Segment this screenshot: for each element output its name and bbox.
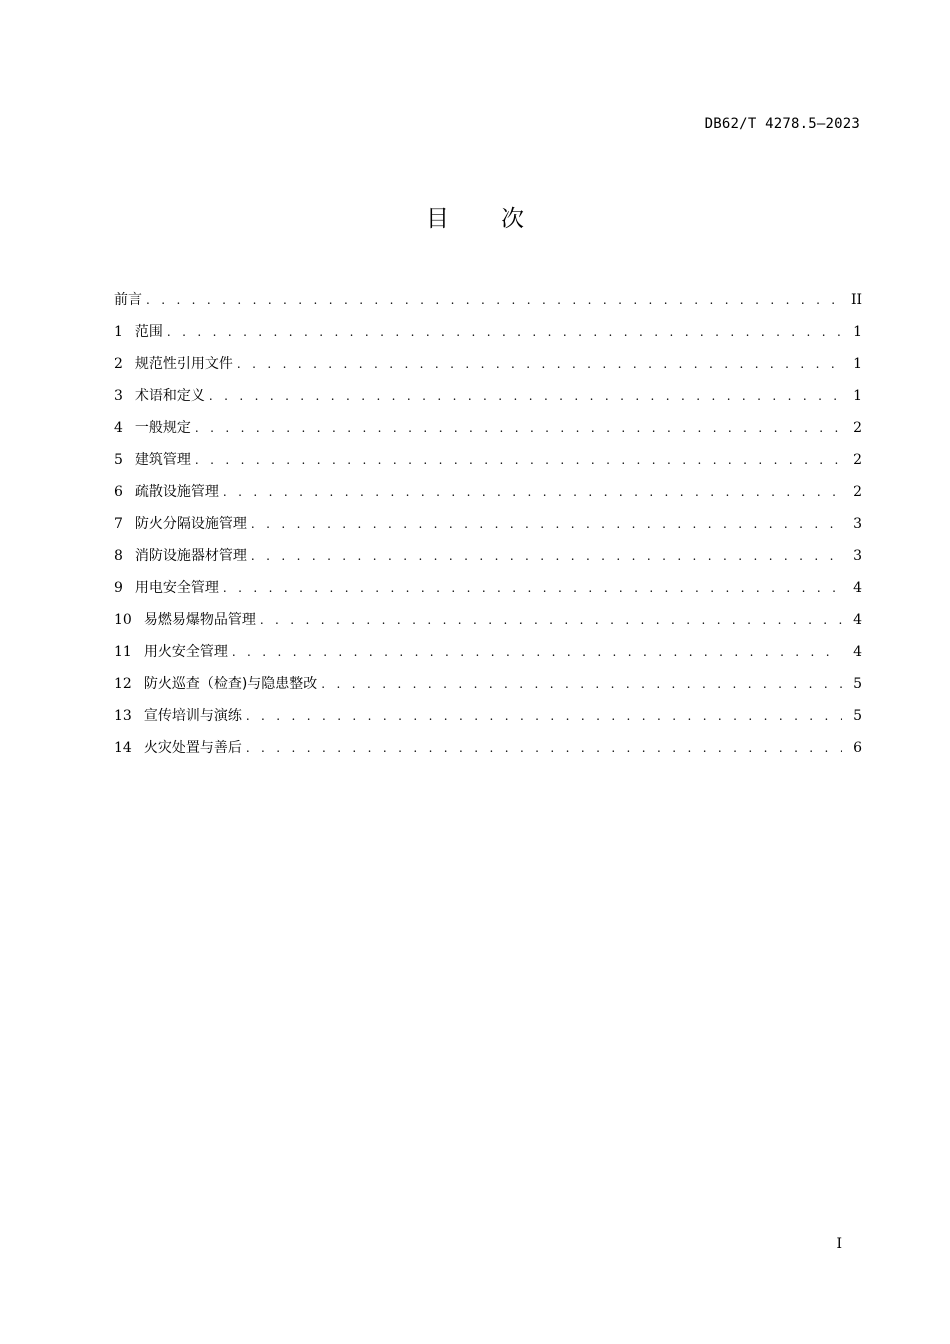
toc-entry-title: 术语和定义 [134, 388, 205, 404]
toc-entry-title: 用火安全管理 [143, 644, 228, 660]
toc-entry-number: 14 [114, 740, 132, 756]
toc-entry[interactable] [114, 316, 862, 348]
toc-entry[interactable] [114, 508, 862, 540]
toc-entry[interactable] [114, 348, 862, 380]
toc-dot-leader [146, 284, 842, 316]
toc-entry-page: 4 [853, 612, 862, 628]
toc-entry-title: 规范性引用文件 [134, 356, 233, 372]
toc-entry-page: 2 [853, 484, 862, 500]
toc-entry[interactable] [114, 636, 862, 668]
toc-entry-page: 5 [853, 708, 862, 724]
toc-entry[interactable] [114, 700, 862, 732]
toc-entry-number: 7 [114, 516, 123, 532]
toc-list [114, 284, 862, 764]
toc-entry-title: 防火分隔设施管理 [134, 516, 247, 532]
toc-entry-number: 10 [114, 612, 132, 628]
toc-dot-leader [167, 316, 842, 348]
toc-entry-number: 6 [114, 484, 123, 500]
toc-entry-number: 5 [114, 452, 123, 468]
toc-entry-number: 9 [114, 580, 123, 596]
toc-entry-page: 3 [853, 516, 862, 532]
toc-entry-number: 13 [114, 708, 132, 724]
toc-entry-title: 防火巡查（检查)与隐患整改 [143, 676, 318, 692]
toc-entry-number: 2 [114, 356, 123, 372]
toc-entry[interactable] [114, 572, 862, 604]
toc-dot-leader [260, 604, 842, 636]
toc-entry[interactable] [114, 412, 862, 444]
toc-entry-title: 一般规定 [134, 420, 191, 436]
toc-entry-title: 建筑管理 [134, 452, 191, 468]
toc-dot-leader [195, 444, 842, 476]
toc-entry-page: 2 [853, 420, 862, 436]
toc-entry-number: 11 [114, 644, 132, 660]
toc-entry-number: 3 [114, 388, 123, 404]
toc-title: 目次 [426, 206, 576, 232]
page-number: I [836, 1236, 842, 1252]
toc-entry-number: 1 [114, 324, 123, 340]
toc-entry[interactable] [114, 732, 862, 764]
toc-entry-title: 前言 [114, 292, 142, 308]
toc-entry-title: 宣传培训与演练 [143, 708, 242, 724]
toc-dot-leader [251, 508, 842, 540]
toc-entry[interactable] [114, 284, 862, 316]
toc-entry-title: 火灾处置与善后 [143, 740, 242, 756]
toc-entry[interactable] [114, 380, 862, 412]
toc-entry[interactable] [114, 476, 862, 508]
toc-dot-leader [232, 636, 842, 668]
toc-dot-leader [251, 540, 842, 572]
toc-entry-title: 用电安全管理 [134, 580, 219, 596]
toc-dot-leader [237, 348, 842, 380]
toc-entry-title: 范围 [134, 324, 163, 340]
toc-entry-page: 1 [853, 324, 862, 340]
toc-entry[interactable] [114, 540, 862, 572]
toc-dot-leader [195, 412, 842, 444]
standard-code: DB62/T 4278.5—2023 [704, 116, 860, 132]
toc-entry[interactable] [114, 668, 862, 700]
toc-dot-leader [321, 668, 842, 700]
toc-entry[interactable] [114, 444, 862, 476]
toc-entry-number: 8 [114, 548, 123, 564]
toc-dot-leader [246, 732, 842, 764]
toc-entry-page: 1 [853, 356, 862, 372]
toc-entry-page: 5 [853, 676, 862, 692]
toc-entry-page: 4 [853, 644, 862, 660]
toc-entry-page: 6 [853, 740, 862, 756]
toc-entry-title: 易燃易爆物品管理 [143, 612, 256, 628]
toc-entry[interactable] [114, 604, 862, 636]
toc-entry-page: 1 [853, 388, 862, 404]
toc-entry-page: 3 [853, 548, 862, 564]
toc-entry-title: 疏散设施管理 [134, 484, 219, 500]
toc-dot-leader [223, 572, 842, 604]
toc-entry-title: 消防设施器材管理 [134, 548, 247, 564]
toc-entry-page: II [850, 292, 862, 308]
toc-entry-number: 4 [114, 420, 123, 436]
toc-entry-number: 12 [114, 676, 132, 692]
toc-entry-page: 2 [853, 452, 862, 468]
toc-entry-page: 4 [853, 580, 862, 596]
toc-dot-leader [209, 380, 842, 412]
toc-dot-leader [246, 700, 842, 732]
toc-dot-leader [223, 476, 842, 508]
